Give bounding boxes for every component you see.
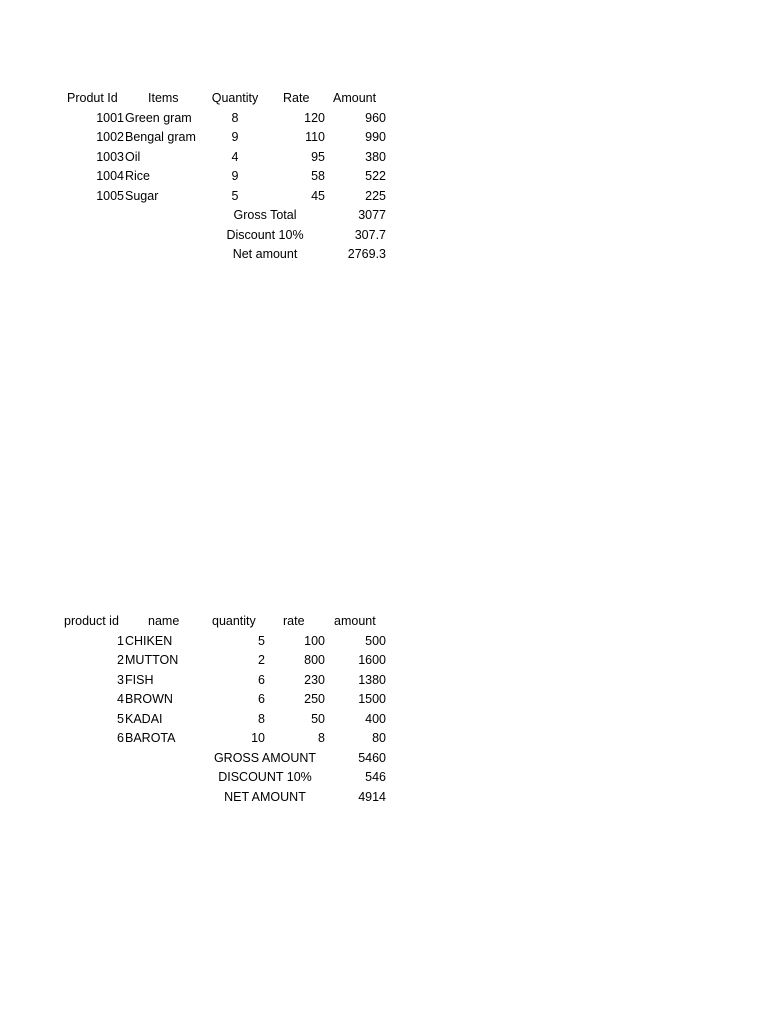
cell-amount: 225	[365, 188, 386, 203]
cell-item: Bengal gram	[125, 130, 196, 144]
cell-quantity: 5	[258, 633, 265, 648]
header-quantity: quantity	[212, 614, 256, 628]
summary-value: 3077	[358, 208, 386, 222]
header-rate: rate	[283, 614, 305, 628]
cell-amount: 1600	[358, 653, 386, 667]
cell-rate: 250	[304, 692, 325, 706]
summary-label: DISCOUNT 10%	[218, 770, 312, 784]
header-quantity: Quantity	[211, 91, 259, 105]
table-row	[62, 710, 390, 730]
summary-row-net-amount	[62, 788, 390, 808]
cell-quantity: 9	[231, 169, 239, 183]
cell-rate: 58	[311, 169, 325, 183]
cell-amount: 1500	[358, 692, 386, 706]
cell-quantity: 6	[258, 672, 265, 687]
summary-value: 2769.3	[347, 247, 386, 261]
cell-amount: 80	[372, 731, 386, 745]
cell-rate: 45	[311, 188, 325, 203]
cell-product-id: 2	[117, 653, 124, 667]
cell-product-id: 4	[117, 692, 124, 706]
cell-name: KADAI	[125, 711, 163, 726]
cell-item: Rice	[125, 169, 151, 183]
header-rate: Rate	[283, 91, 310, 105]
cell-name: CHIKEN	[125, 633, 173, 648]
summary-row-gross-total	[62, 206, 390, 226]
header-amount: amount	[334, 614, 376, 628]
cell-quantity: 2	[258, 653, 265, 667]
cell-amount: 500	[365, 633, 386, 648]
cell-name: BAROTA	[125, 731, 176, 745]
cell-amount: 960	[365, 110, 386, 125]
summary-row-discount	[62, 226, 390, 246]
table-row	[62, 128, 390, 148]
cell-product-id: 3	[117, 672, 124, 687]
table-header-row	[62, 612, 390, 632]
header-items: Items	[148, 91, 179, 105]
table-row	[62, 632, 390, 652]
cell-rate: 120	[304, 110, 325, 125]
cell-quantity: 6	[258, 692, 265, 706]
summary-label: NET AMOUNT	[224, 789, 306, 804]
cell-product-id: 1	[117, 633, 124, 648]
header-product-id: Produt Id	[67, 91, 118, 105]
summary-value: 307.7	[354, 227, 386, 242]
cell-amount: 380	[365, 149, 386, 164]
cell-rate: 95	[311, 149, 325, 164]
summary-value: 546	[365, 770, 386, 784]
table-row	[62, 109, 390, 129]
header-product-id: product id	[64, 614, 119, 628]
table-row	[62, 729, 390, 749]
summary-row-gross-amount	[62, 749, 390, 769]
summary-label: Discount 10%	[226, 227, 304, 242]
table-row	[62, 690, 390, 710]
cell-name: FISH	[125, 672, 154, 687]
cell-name: BROWN	[125, 692, 173, 706]
cell-product-id: 1004	[96, 169, 124, 183]
table-row	[62, 187, 390, 207]
summary-row-net-amount	[62, 245, 390, 265]
table-row	[62, 148, 390, 168]
cell-rate: 100	[304, 633, 325, 648]
cell-rate: 230	[304, 672, 325, 687]
grocery-bill-table	[62, 89, 390, 265]
summary-value: 5460	[358, 750, 386, 765]
cell-amount: 522	[365, 169, 386, 183]
cell-item: Oil	[125, 149, 141, 164]
cell-product-id: 1005	[96, 188, 124, 203]
cell-rate: 800	[304, 653, 325, 667]
cell-amount: 1380	[358, 672, 386, 687]
header-name: name	[148, 614, 180, 628]
cell-quantity: 4	[231, 149, 239, 164]
cell-quantity: 8	[258, 711, 265, 726]
cell-quantity: 5	[231, 188, 239, 203]
cell-amount: 400	[365, 711, 386, 726]
cell-amount: 990	[365, 130, 386, 144]
cell-name: MUTTON	[125, 653, 179, 667]
table-header-row	[62, 89, 390, 109]
cell-product-id: 1001	[96, 110, 124, 125]
cell-rate: 50	[311, 711, 325, 726]
cell-quantity: 10	[251, 731, 265, 745]
header-amount: Amount	[333, 91, 377, 105]
summary-label: Gross Total	[233, 208, 297, 222]
food-bill-table	[62, 612, 390, 807]
summary-row-discount	[62, 768, 390, 788]
table-row	[62, 671, 390, 691]
cell-quantity: 8	[231, 110, 239, 125]
summary-label: Net amount	[232, 247, 298, 261]
cell-product-id: 1002	[96, 130, 124, 144]
summary-label: GROSS AMOUNT	[213, 750, 317, 765]
summary-value: 4914	[358, 789, 386, 804]
cell-item: Green gram	[125, 110, 192, 125]
cell-product-id: 1003	[96, 149, 124, 164]
table-row	[62, 167, 390, 187]
cell-product-id: 6	[117, 731, 124, 745]
cell-rate: 110	[305, 130, 325, 144]
cell-rate: 8	[318, 731, 325, 745]
cell-product-id: 5	[117, 711, 124, 726]
cell-quantity: 9	[231, 130, 239, 144]
table-row	[62, 651, 390, 671]
cell-item: Sugar	[125, 188, 159, 203]
